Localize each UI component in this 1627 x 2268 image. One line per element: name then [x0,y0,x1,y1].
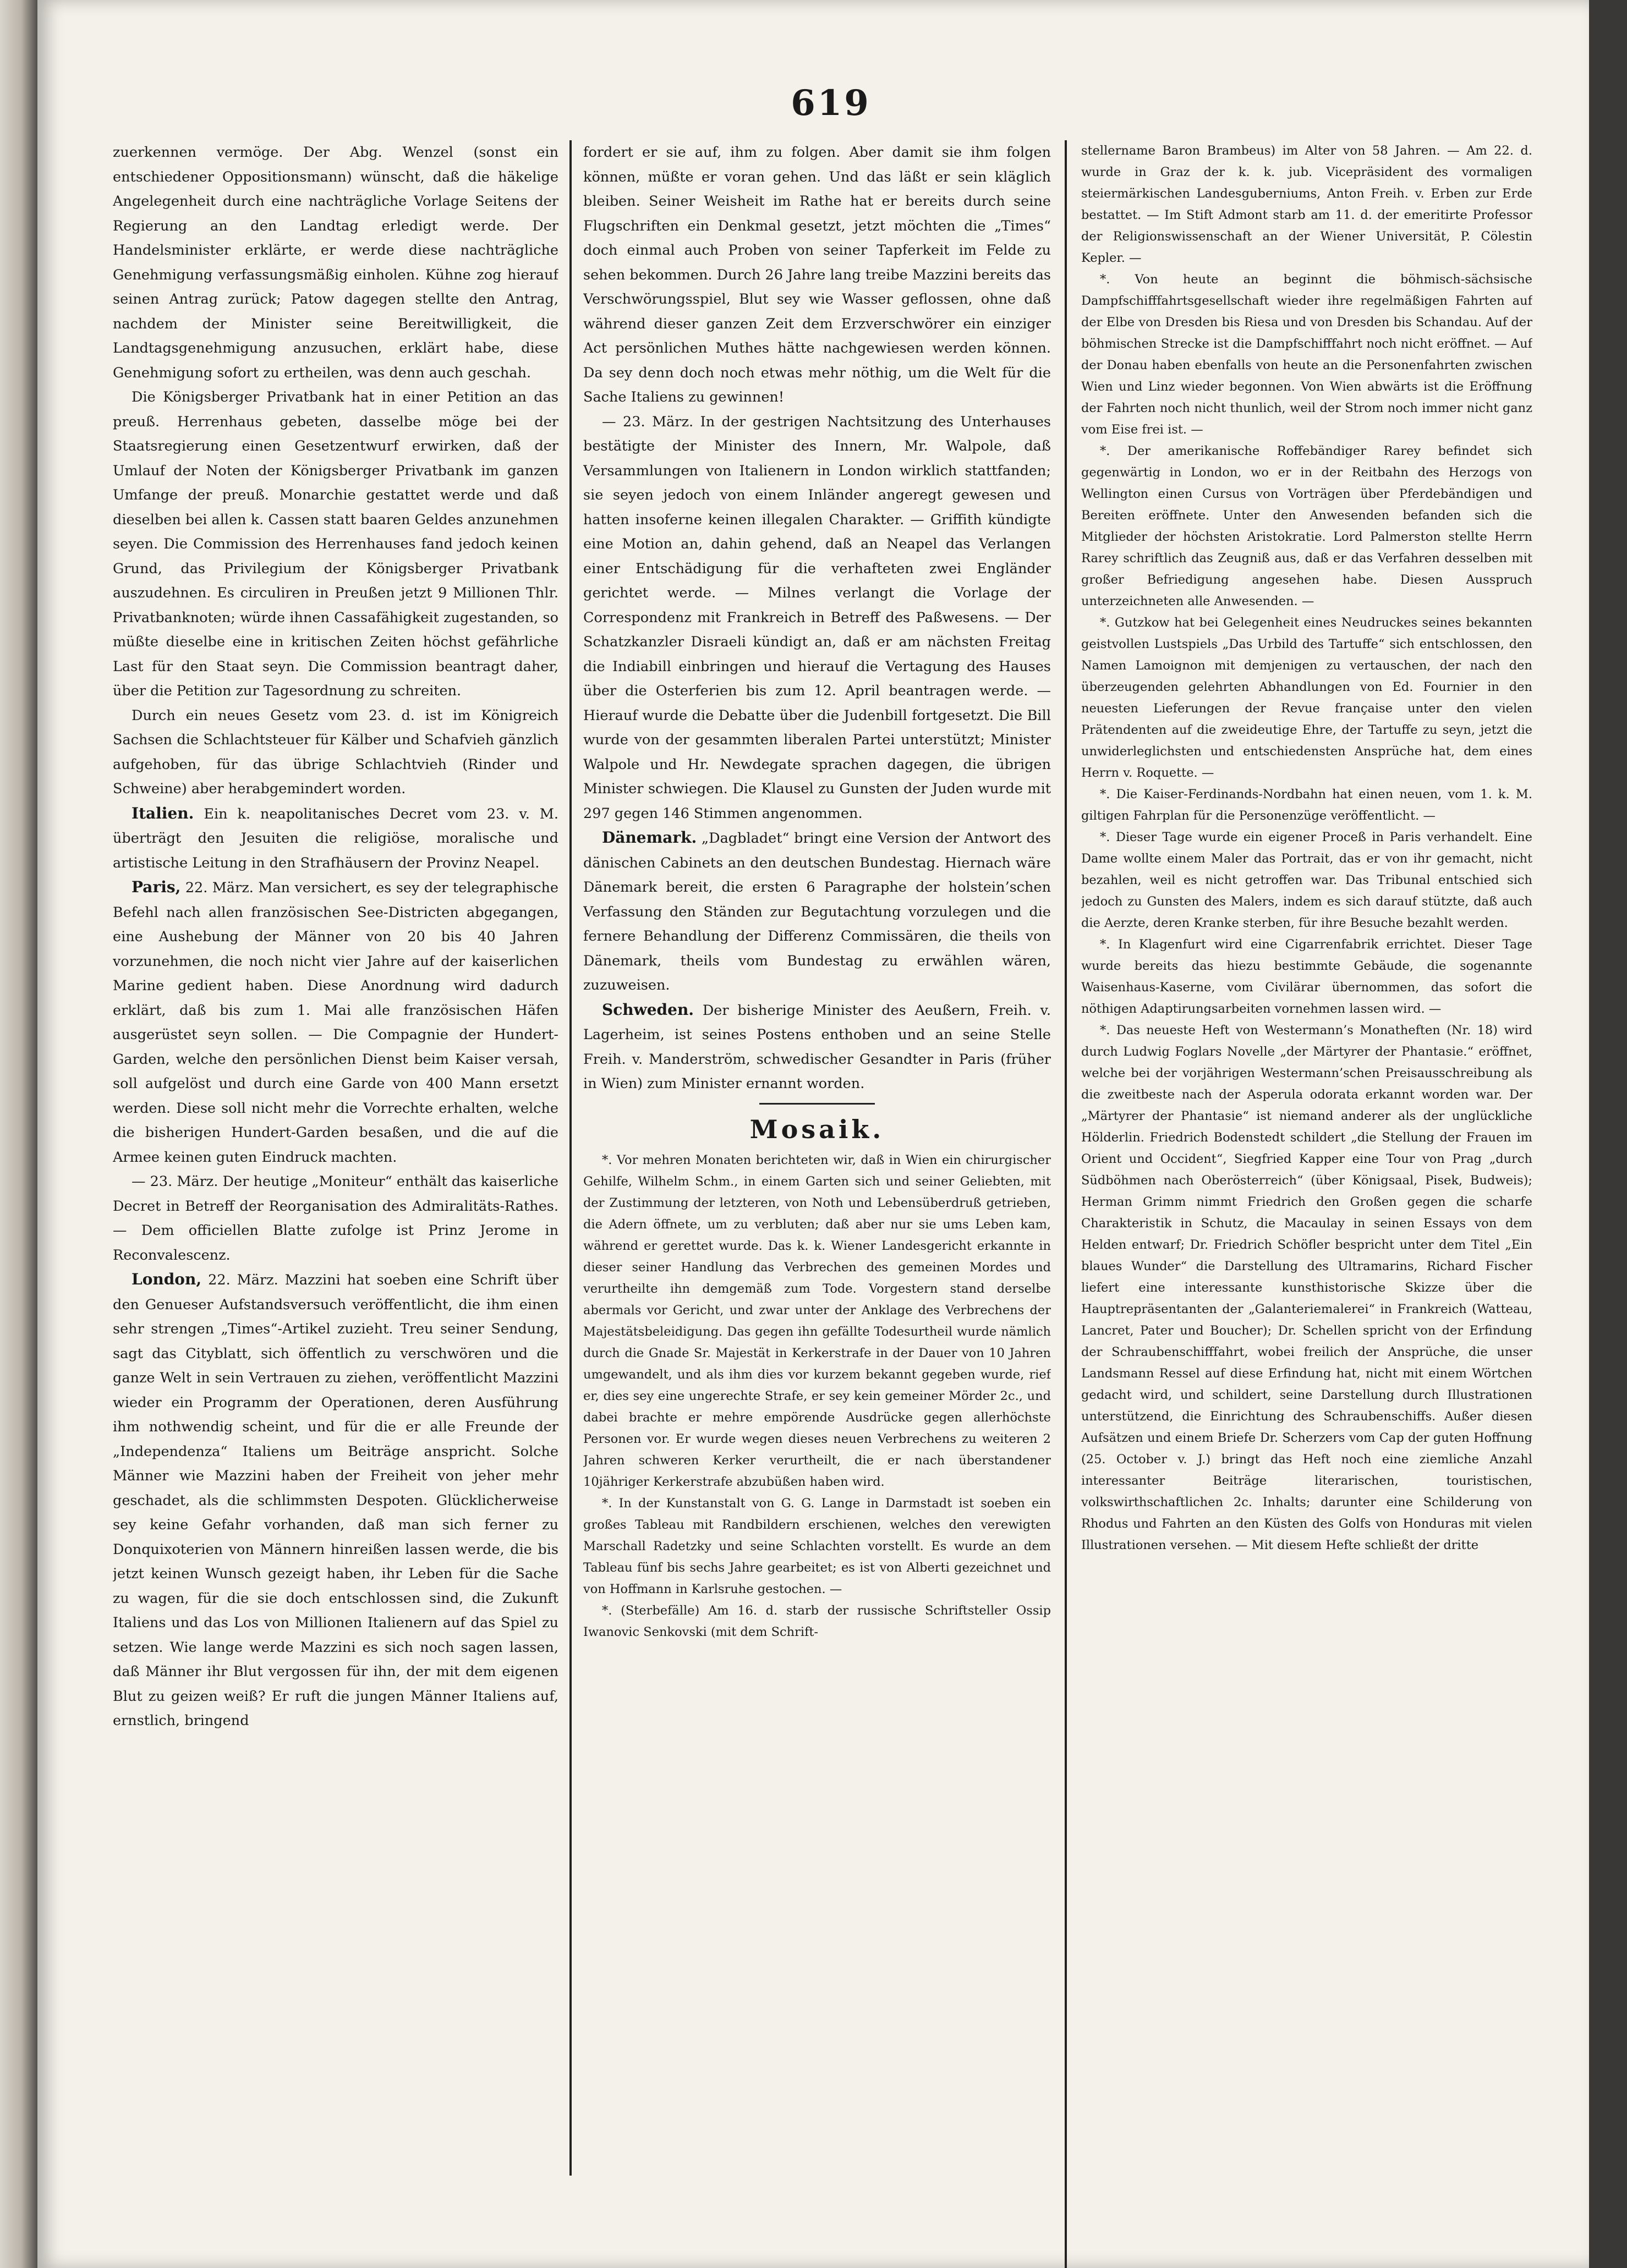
paris-date: 22. März. [185,880,254,896]
schweden-text: Der bisherige Minister des Aeußern, Freih. v. Lagerheim, ist seines Postens enthoben und an seine Stelle Freih. v. Manderström, schwedischer Gesandter in Paris (früher in Wien) zum Minister ernannt worden. [583,1002,1051,1092]
paragraph-unterhaus: — 23. März. In der gestrigen Nachtsitzung des Unterhauses bestätigte der Minister des Innern, Mr. Walpole, daß Versammlungen von Italienern in London wirklich stattfanden; sie seyen jedoch von einem Inländer angeregt gewesen und hatten insoferne keinen illegalen Charakter. — Griffith kündigte eine Motion an, dahin gehend, daß an Neapel das Verlangen einer Entschädigung für die verhafteten zwei Engländer gerichtet werde. — Milnes verlangt die Vorlage der Correspondenz mit Frankreich in Betreff des Paßwesens. — Der Schatzkanzler Disraeli kündigt an, daß er am nächsten Freitag die Indiabill einbringen und hierauf die Vertagung des Hauses über die Osterferien bis zum 12. April beantragen werde. — Hierauf wurde die Debatte über die Judenbill fortgesetzt. Die Bill wurde von der gesammten liberalen Partei unterstützt; Minister Walpole und Hr. Newdegate sprachen dagegen, die übrigen Minister schwiegen. Die Klausel zu Gunsten der Juden wurde mit 297 gegen 146 Stimmen angenommen. [583,413,1051,822]
mosaik-item-gutzkow: *. Gutzkow hat bei Gelegenheit eines Neudruckes seines bekannten geistvollen Lustspiels „Das Urbild des Tartuffe“ sich entschlossen, den Namen Lamoignon mit demjenigen zu vertauschen, der nach den überzeugenden gelehrten Abhandlungen von Ed. Fournier in den neuesten Lieferungen der Revue française unter den vielen Prätendenten auf die zweideutige Ehre, der Tartuffe zu seyn, jetzt die unwiderleglichsten und entschiedensten Ansprüche hat, dem eines Herrn v. Roquette. — [1081,616,1532,780]
paragraph-landtag: zuerkennen vermöge. Der Abg. Wenzel (sonst ein entschiedener Oppositionsmann) wünscht, daß die häkelige Angelegenheit durch eine nachträgliche Vorlage Seitens der Regierung an den Landtag erledigt werde. Der Handelsminister erklärte, er werde diese nachträgliche Genehmigung verfassungsmäßig einholen. Kühne zog hierauf seinen Antrag zurück; Patow dagegen stellte den Antrag, nachdem der Minister seine Bereitwilligkeit, die Landtagsgenehmigung anzusuchen, erklärt habe, diese Genehmigung sofort zu ertheilen, was denn auch geschah. [113,144,558,381]
column-2 [583,140,1051,2220]
mosaik-item-tableau: *. In der Kunstanstalt von G. G. Lange in Darmstadt ist soeben ein großes Tableau mit Randbildern erschienen, welches den verewigten Marschall Radetzky und seine Schlachten vorstellt. Es wurde an dem Tableau fünf bis sechs Jahre gearbeitet; es ist von Alberti gezeichnet und von Hoffmann in Karlsruhe gestochen. — [583,1496,1051,1596]
italien-text: Ein k. neapolitanisches Decret vom 23. v. M. überträgt den Jesuiten die religiöse, moralische und artistische Leitung in den Strafhäusern der Provinz Neapel. [113,805,558,871]
mosaik-item-dampfschiff: *. Von heute an beginnt die böhmisch-sächsische Dampfschifffahrtsgesellschaft wieder ihre regelmäßigen Fahrten auf der Elbe von Dresden bis Riesa und von Dresden bis Schandau. Auf der böhmischen Strecke ist die Dampfschifffahrt noch nicht eröffnet. — Auf der Donau haben ebenfalls von heute an die Personenfahrten zwischen Wien und Linz wieder begonnen. Von Wien abwärts ist die Eröffnung der Fahrten noch nicht thunlich, weil der Strom noch immer nicht ganz vom Eise frei ist. — [1081,272,1532,437]
section-head-paris: Paris, [132,878,181,896]
mosaik-item-sterbefaelle: *. (Sterbefälle) Am 16. d. starb der russische Schriftsteller Ossip Iwanovic Senkovski (mit dem Schrift- [583,1603,1051,1639]
news-item-london [113,1267,558,1733]
section-head-italien: Italien. [132,804,194,822]
section-divider [759,1103,875,1105]
section-head-daenemark: Dänemark. [602,828,697,847]
mosaik-item-proces: *. Dieser Tage wurde ein eigener Proceß in Paris verhandelt. Eine Dame wollte einem Maler das Portrait, das er von ihr gemacht, nicht bezahlen, weil es nicht getroffen war. Das Tribunal entschied sich jedoch zu Gunsten des Malers, indem es sich darauf stützte, daß auch die Aerzte, deren Kranke sterben, für ihre Besuche bezahlt werden. [1081,830,1532,930]
mosaik-item-nordbahn: *. Die Kaiser-Ferdinands-Nordbahn hat einen neuen, vom 1. k. M. giltigen Fahrplan für die Personenzüge veröffentlicht. — [1081,787,1532,823]
section-head-schweden: Schweden. [602,1000,694,1019]
paragraph-paris-23: — 23. März. Der heutige „Moniteur“ enthält das kaiserliche Decret in Betreff der Reorganisation des Admiralitäts-Rathes. — Dem officiellen Blatte zufolge ist Prinz Jerome in Reconvalescenz. [113,1173,558,1264]
page-number: 619 [791,83,871,124]
column-3 [1081,140,1532,2220]
section-head-london: London, [132,1270,202,1288]
news-item-italien [113,801,558,876]
london-text: Mazzini hat soeben eine Schrift über den Genueser Aufstandsversuch veröffentlicht, die ihm einen sehr strengen „Times“-Artikel zuzieht. Treu seiner Sendung, sagt das Cityblatt, sich öffentlich zu verschwören und die ganze Welt in sein Vertrauen zu ziehen, veröffentlicht Mazzini wieder ein Programm der Operationen, deren Ausführung ihm nothwendig scheint, und für die er alle Freunde der „Independenza“ Italiens um Beiträge anspricht. Solche Männer wie Mazzini haben der Freiheit von jeher mehr geschadet, als die schlimmsten Despoten. Glücklicherweise sey keine Gefahr vorhanden, daß man sich ferner zu Donquixoterien von Männern hinreißen lassen werde, die bis jetzt keinen Wunsch gezeigt haben, ihr Leben für die Sache zu wagen, für die sie doch entschlossen sind, die Zukunft Italiens und das Los von Millionen Italienern auf das Spiel zu setzen. Wie lange werde Mazzini es sich noch sagen lassen, daß Männer ihr Blut vergossen für ihn, der mit dem eigenen Blut zu geizen weiß? Er ruft die jungen Männer Italiens auf, ernstlich, bringend [113,1272,558,1729]
news-item-daenemark [583,826,1051,998]
daenemark-text: „Dagbladet“ bringt eine Version der Antwort des dänischen Cabinets an den deutschen Bundestag. Hiernach wäre Dänemark bereit, die ersten 6 Paragraphe der holstein’schen Verfassung den Ständen zur Begutachtung vorzulegen und die fernere Behandlung der Differenz Commissären, die theils von Dänemark, theils vom Bundestag zu erwählen wären, zuzuweisen. [583,830,1051,993]
facing-page-edge [0,0,39,2268]
mosaik-item-westermann: *. Das neueste Heft von Westermann’s Monatheften (Nr. 18) wird durch Ludwig Foglars Novelle „der Märtyrer der Phantasie.“ eröffnet, welche bei der vorjährigen Westermann’schen Preisausschreibung als die zweitbeste nach der Asperula odorata erkannt worden war. Der „Märtyrer der Phantasie“ ist niemand anderer als der unglückliche Hölderlin. Friedrich Bodenstedt schildert „die Stellung der Frauen im Orient und Occident“, Siegfried Kapper eine Tour von Prag „durch Südböhmen nach Oberösterreich“ (über Königsaal, Pisek, Budweis); Herman Grimm nimmt Friedrich den Großen gegen die scharfe Charakteristik in Schutz, die Macaulay in seinen Essays von dem Helden entwarf; Dr. Friedrich Schöfler bespricht unter dem Titel „Ein blaues Wunder“ die Darstellung des Ultramarins, Richard Fischer liefert eine interessante kunsthistorische Skizze über die Hauptrepräsentanten der „Galanteriemalerei“ in Frankreich (Watteau, Lancret, Pater und Boucher); Dr. Schellen spricht von der Erfindung der Schraubenschifffahrt, wobei freilich der Ansprüche, die unser Landsmann Ressel auf diese Erfindung hat, nicht mit einem Wörtchen gedacht wird, und schildert, seine Darstellung durch Illustrationen unterstützend, die Einrichtung des Schraubenschiffs. Außer diesen Aufsätzen und einem Briefe Dr. Scherzers vom Cap der guten Hoffnung (25. October v. J.) bringt das Heft noch eine ziemliche Anzahl interessanter Beiträge literarischen, touristischen, volkswirthschaftlichen 2c. Inhalts; darunter eine Schilderung von Rhodus und Fahrten an den Küsten des Golfs von Honduras mit vielen Illustrationen versehen. — Mit diesem Hefte schließt der dritte [1081,1023,1532,1552]
mosaik-item-sterbefaelle-cont: stellername Baron Brambeus) im Alter von 58 Jahren. — Am 22. d. wurde in Graz der k. k. jub. Vicepräsident des vormaligen steiermärkischen Landesguberniums, Anton Freih. v. Erben zur Erde bestattet. — Im Stift Admont starb am 11. d. der emeritirte Professor der Religionswissenschaft an der Wiener Universität, P. Cölestin Kepler. — [1081,144,1532,265]
mosaik-item-cigarrenfabrik: *. In Klagenfurt wird eine Cigarrenfabrik errichtet. Dieser Tage wurde bereits das hiezu bestimmte Gebäude, die sogenannte Waisenhaus-Kaserne, vom Civilärar übernommen, das sofort die nöthigen Adaptirungsarbeiten vornehmen lassen wird. — [1081,937,1532,1016]
mosaik-item-wien: *. Vor mehren Monaten berichteten wir, daß in Wien ein chirurgischer Gehilfe, Wilhelm Schm., in einem Garten sich und seiner Geliebten, mit der Zustimmung der letzteren, von Noth und Lebensüberdruß getrieben, die Adern öffnete, um zu verbluten; daß aber nur sie ums Leben kam, während er gerettet wurde. Das k. k. Wiener Landesgericht erkannte in dieser seiner Handlung das Verbrechen des gemeinen Mordes und verurtheilte ihn demgemäß zum Tode. Vorgestern stand derselbe abermals vor Gericht, und zwar unter der Anklage des Verbrechens der Majestätsbeleidigung. Das gegen ihn gefällte Todesurtheil wurde nämlich durch die Gnade Sr. Majestät in Kerkerstrafe in der Dauer von 10 Jahren umgewandelt, und als ihm dies vor kurzem bekannt gegeben wurde, rief er, dies sey eine ungerechte Strafe, er sey kein gemeiner Mörder 2c., und dabei brachte er mehre empörende Ausdrücke gegen allerhöchste Personen vor. Er wurde wegen dieses neuen Verbrechens zu weiteren 2 Jahren schweren Kerker verurtheilt, die er nach überstandener 10jähriger Kerkerstrafe abzubüßen haben wird. [583,1152,1051,1489]
paragraph-mazzini-cont: fordert er sie auf, ihm zu folgen. Aber damit sie ihm folgen können, müßte er voran gehen. Und das läßt er sein kläglich bleiben. Seiner Weisheit im Rathe hat er bereits durch seine Flugschriften ein Denkmal gesetzt, jetzt möchten die „Times“ doch einmal auch Proben von seiner Tapferkeit im Felde zu sehen bekommen. Durch 26 Jahre lang treibe Mazzini bereits das Verschwörungsspiel, Blut sey wie Wasser geflossen, ohne daß während dieser ganzen Zeit dem Erzverschwörer ein einziger Act persönlichen Muthes hätte nachgewiesen werden können. Da sey denn doch noch etwas mehr nöthig, um die Welt für die Sache Italiens zu gewinnen! [583,144,1051,405]
paragraph-privatbank: Die Königsberger Privatbank hat in einer Petition an das preuß. Herrenhaus gebeten, dasselbe möge bei der Staatsregierung einen Gesetzentwurf erwirken, daß der Umlauf der Noten der Königsberger Privatbank im ganzen Umfange der preuß. Monarchie gestattet werde und daß dieselben bei allen k. Cassen statt baaren Geldes anzunehmen seyen. Die Commission des Herrenhauses fand jedoch keinen Grund, das Privilegium der Königsberger Privatbank auszudehnen. Es circuliren in Preußen jetzt 9 Millionen Thlr. Privatbanknoten; würde ihnen Cassafähigkeit zugestanden, so müßte dieselbe eine in kritischen Zeiten höchst gefährliche Last für den Staat seyn. Die Commission beantragt daher, über die Petition zur Tagesordnung zu schreiten. [113,389,558,699]
column-rule-right [1065,140,1067,2268]
london-date: 22. März. [208,1272,278,1288]
section-title-mosaik: Mosaik. [749,1114,885,1144]
mosaik-item-rarey: *. Der amerikanische Roffebändiger Rarey befindet sich gegenwärtig in London, wo er in der Reitbahn des Herzogs von Wellington einen Cursus von Vorträgen über Pferdebändigen und Bereiten eröffnete. Unter den Anwesenden befanden sich die Mitglieder der höchsten Aristokratie. Lord Palmerston stellte Herrn Rarey schriftlich das Zeugniß aus, daß er das Verfahren desselben mit großer Befriedigung angesehen habe. Diesen Ausspruch unterzeichneten alle Anwesenden. — [1081,444,1532,608]
news-item-schweden [583,998,1051,1096]
paris-text: Man versichert, es sey der telegraphische Befehl nach allen französischen See-Districten abgegangen, eine Aushebung der Männer von 20 bis 40 Jahren vorzunehmen, die noch nicht vier Jahre auf der kaiserlichen Marine gedient haben. Diese Anordnung wird dadurch erklärt, daß bis zum 1. Mai alle französischen Häfen ausgerüstet seyn sollen. — Die Compagnie der Hundert-Garden, welche den persönlichen Dienst beim Kaiser versah, soll aufgelöst und durch eine Garde von 400 Mann ersetzt werden. Diese soll nicht mehr die Vorrechte erhalten, welche die bisherigen Hundert-Garden besaßen, und die auf die Armee keinen guten Eindruck machten. [113,880,558,1166]
column-1 [113,140,558,2220]
news-item-paris [113,875,558,1169]
column-rule-left [569,140,572,2176]
paragraph-schlachtsteuer: Durch ein neues Gesetz vom 23. d. ist im Königreich Sachsen die Schlachtsteuer für Kälber und Schafvieh gänzlich aufgehoben, für das übrige Schlachtvieh (Rinder und Schweine) aber herabgemindert worden. [113,707,558,797]
